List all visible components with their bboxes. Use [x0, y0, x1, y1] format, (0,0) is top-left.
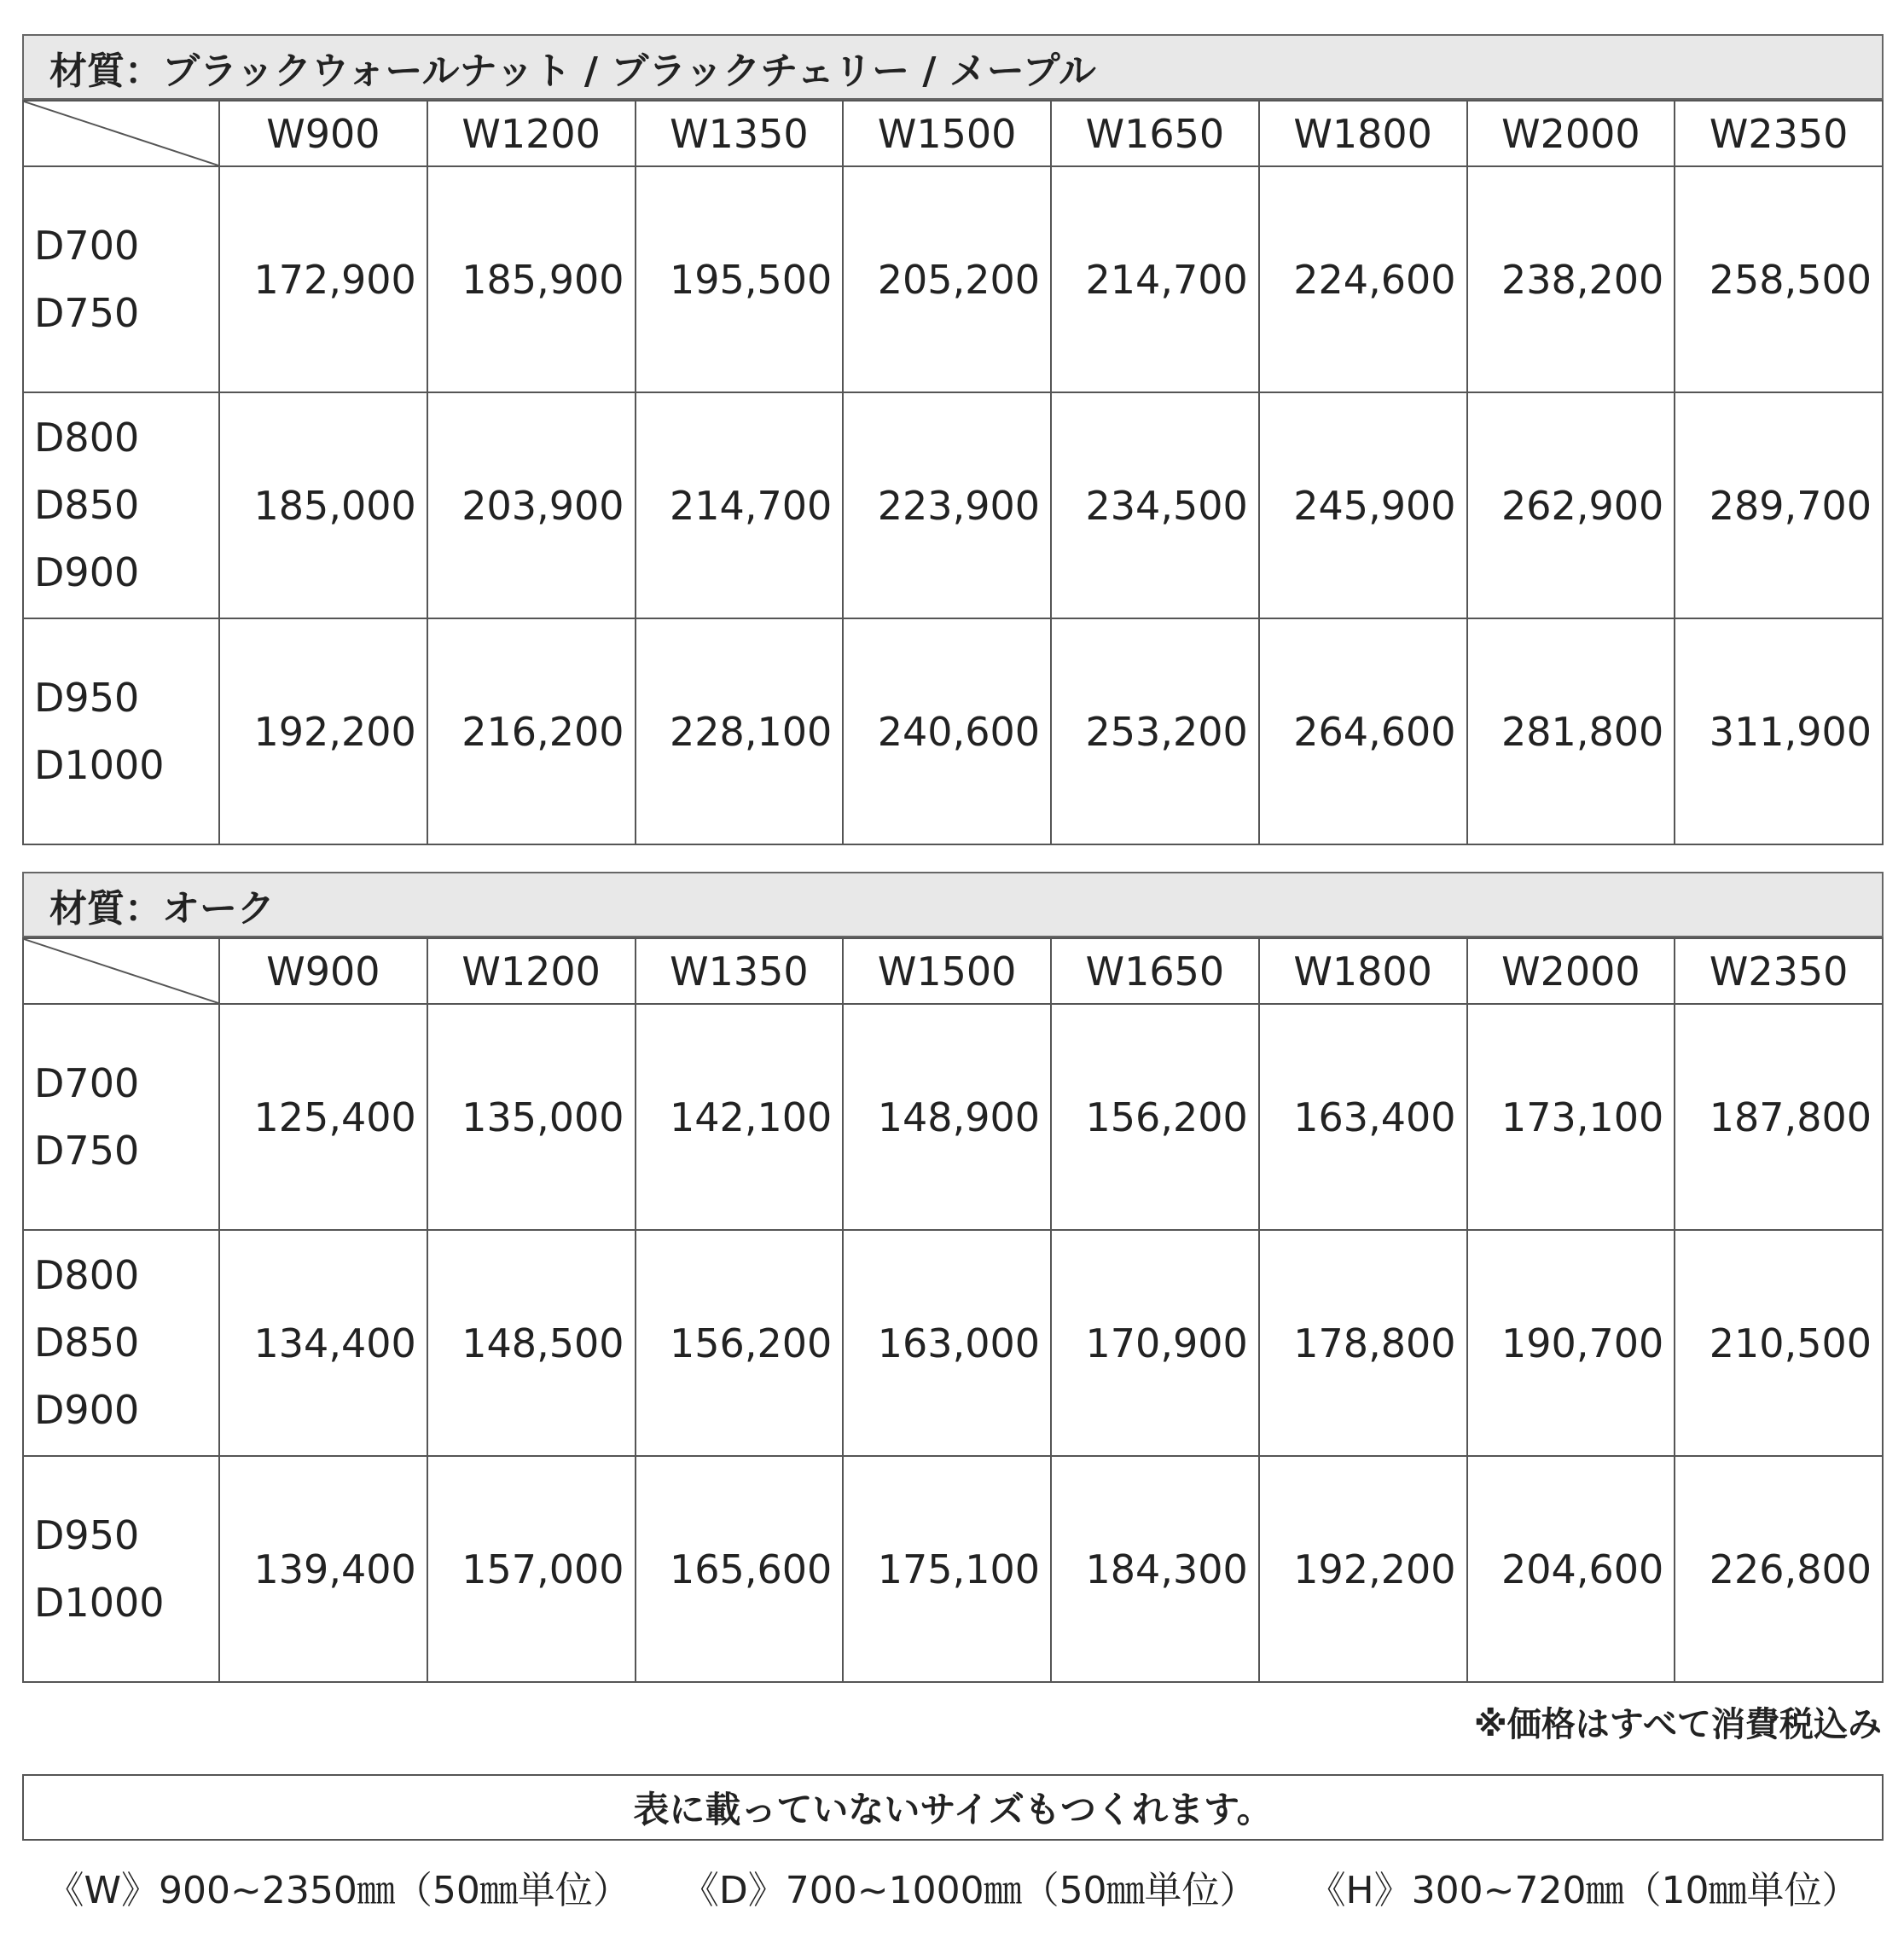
- column-header: W900: [219, 101, 427, 166]
- price-cell: 238,200: [1467, 166, 1675, 392]
- price-cell: 228,100: [636, 618, 844, 844]
- depth-cell: [23, 1456, 219, 1682]
- price-cell: 185,000: [219, 392, 427, 618]
- price-cell: 289,700: [1675, 392, 1883, 618]
- price-cell: 224,600: [1259, 166, 1467, 392]
- price-cell: 156,200: [636, 1230, 844, 1456]
- price-cell: 210,500: [1675, 1230, 1883, 1456]
- column-header: W1800: [1259, 101, 1467, 166]
- height-range: 《H》300~720㎜（10㎜単位）: [1308, 1869, 1860, 1912]
- depth-label: D1000: [34, 741, 165, 788]
- depth-label: D700: [34, 1059, 140, 1106]
- column-header: W900: [219, 938, 427, 1004]
- table-row: [23, 1230, 1883, 1456]
- price-cell: 245,900: [1259, 392, 1467, 618]
- column-header: W2000: [1467, 101, 1675, 166]
- column-header: W1200: [427, 938, 636, 1004]
- column-header: W1650: [1051, 938, 1259, 1004]
- column-header: W2350: [1675, 101, 1883, 166]
- depth-label: D850: [34, 482, 140, 528]
- price-cell: 185,900: [427, 166, 636, 392]
- price-cell: 148,900: [843, 1004, 1051, 1230]
- table-row: [23, 392, 1883, 618]
- price-cell: 204,600: [1467, 1456, 1675, 1682]
- price-cell: 216,200: [427, 618, 636, 844]
- price-cell: 172,900: [219, 166, 427, 392]
- price-cell: 253,200: [1051, 618, 1259, 844]
- price-cell: 178,800: [1259, 1230, 1467, 1456]
- depth-cell: [23, 1004, 219, 1230]
- width-range: 《W》900~2350㎜（50㎜単位）: [46, 1869, 630, 1912]
- depth-cell: [23, 166, 219, 392]
- column-header: W1200: [427, 101, 636, 166]
- price-cell: 156,200: [1051, 1004, 1259, 1230]
- column-header: W1650: [1051, 101, 1259, 166]
- price-cell: 234,500: [1051, 392, 1259, 618]
- depth-label: D900: [34, 1387, 140, 1433]
- column-header: W1500: [843, 938, 1051, 1004]
- price-cell: 134,400: [219, 1230, 427, 1456]
- price-cell: 214,700: [636, 392, 844, 618]
- price-cell: 175,100: [843, 1456, 1051, 1682]
- column-header: W1350: [636, 101, 844, 166]
- price-cell: 190,700: [1467, 1230, 1675, 1456]
- material-header: 材質：オーク: [22, 872, 1884, 937]
- depth-label: D850: [34, 1320, 140, 1366]
- price-cell: 262,900: [1467, 392, 1675, 618]
- depth-label: D900: [34, 549, 140, 595]
- price-cell: 187,800: [1675, 1004, 1883, 1230]
- tax-note: ※価格はすべて消費税込み: [1473, 1705, 1882, 1744]
- price-cell: 281,800: [1467, 618, 1675, 844]
- depth-label: D800: [34, 1252, 140, 1298]
- price-cell: 192,200: [219, 618, 427, 844]
- depth-label: D950: [34, 674, 140, 721]
- column-header: W1500: [843, 101, 1051, 166]
- price-cell: 139,400: [219, 1456, 427, 1682]
- depth-label: D800: [34, 415, 140, 461]
- diagonal-line: [24, 102, 218, 165]
- table-row: [23, 1456, 1883, 1682]
- depth-cell: [23, 618, 219, 844]
- depth-cell: [23, 1230, 219, 1456]
- price-cell: 195,500: [636, 166, 844, 392]
- price-cell: 223,900: [843, 392, 1051, 618]
- table-header-row: [23, 101, 1883, 166]
- table-header-row: [23, 938, 1883, 1004]
- price-table-section-1: [22, 34, 1884, 845]
- table-row: [23, 618, 1883, 844]
- price-cell: 142,100: [636, 1004, 844, 1230]
- price-table: [22, 100, 1884, 845]
- price-cell: 125,400: [219, 1004, 427, 1230]
- price-cell: 135,000: [427, 1004, 636, 1230]
- price-cell: 205,200: [843, 166, 1051, 392]
- price-table-section-2: [22, 872, 1884, 1683]
- diagonal-line: [24, 939, 218, 1003]
- price-cell: 184,300: [1051, 1456, 1259, 1682]
- price-cell: 163,400: [1259, 1004, 1467, 1230]
- price-cell: 264,600: [1259, 618, 1467, 844]
- price-cell: 214,700: [1051, 166, 1259, 392]
- price-cell: 163,000: [843, 1230, 1051, 1456]
- price-cell: 170,900: [1051, 1230, 1259, 1456]
- price-cell: 226,800: [1675, 1456, 1883, 1682]
- custom-size-text: 表に載っていないサイズもつくれます。: [633, 1789, 1273, 1830]
- price-cell: 157,000: [427, 1456, 636, 1682]
- column-header: W2000: [1467, 938, 1675, 1004]
- column-header: W1800: [1259, 938, 1467, 1004]
- depth-label: D950: [34, 1511, 140, 1558]
- price-cell: 203,900: [427, 392, 636, 618]
- price-cell: 173,100: [1467, 1004, 1675, 1230]
- depth-cell: [23, 392, 219, 618]
- table-row: [23, 1004, 1883, 1230]
- price-cell: 192,200: [1259, 1456, 1467, 1682]
- custom-size-note: [22, 1774, 1884, 1841]
- depth-label: D700: [34, 222, 140, 269]
- corner-cell: [23, 101, 219, 166]
- price-table: [22, 937, 1884, 1683]
- depth-range: 《D》700~1000㎜（50㎜単位）: [681, 1869, 1257, 1912]
- column-header: W1350: [636, 938, 844, 1004]
- price-cell: 148,500: [427, 1230, 636, 1456]
- price-cell: 311,900: [1675, 618, 1883, 844]
- price-cell: 165,600: [636, 1456, 844, 1682]
- table-row: [23, 166, 1883, 392]
- column-header: W2350: [1675, 938, 1883, 1004]
- depth-label: D750: [34, 289, 140, 336]
- depth-label: D1000: [34, 1579, 165, 1626]
- price-cell: 240,600: [843, 618, 1051, 844]
- depth-label: D750: [34, 1127, 140, 1174]
- size-ranges: [22, 1859, 1884, 1914]
- corner-cell: [23, 938, 219, 1004]
- price-cell: 258,500: [1675, 166, 1883, 392]
- material-header: 材質：ブラックウォールナット / ブラックチェリー / メープル: [22, 34, 1884, 100]
